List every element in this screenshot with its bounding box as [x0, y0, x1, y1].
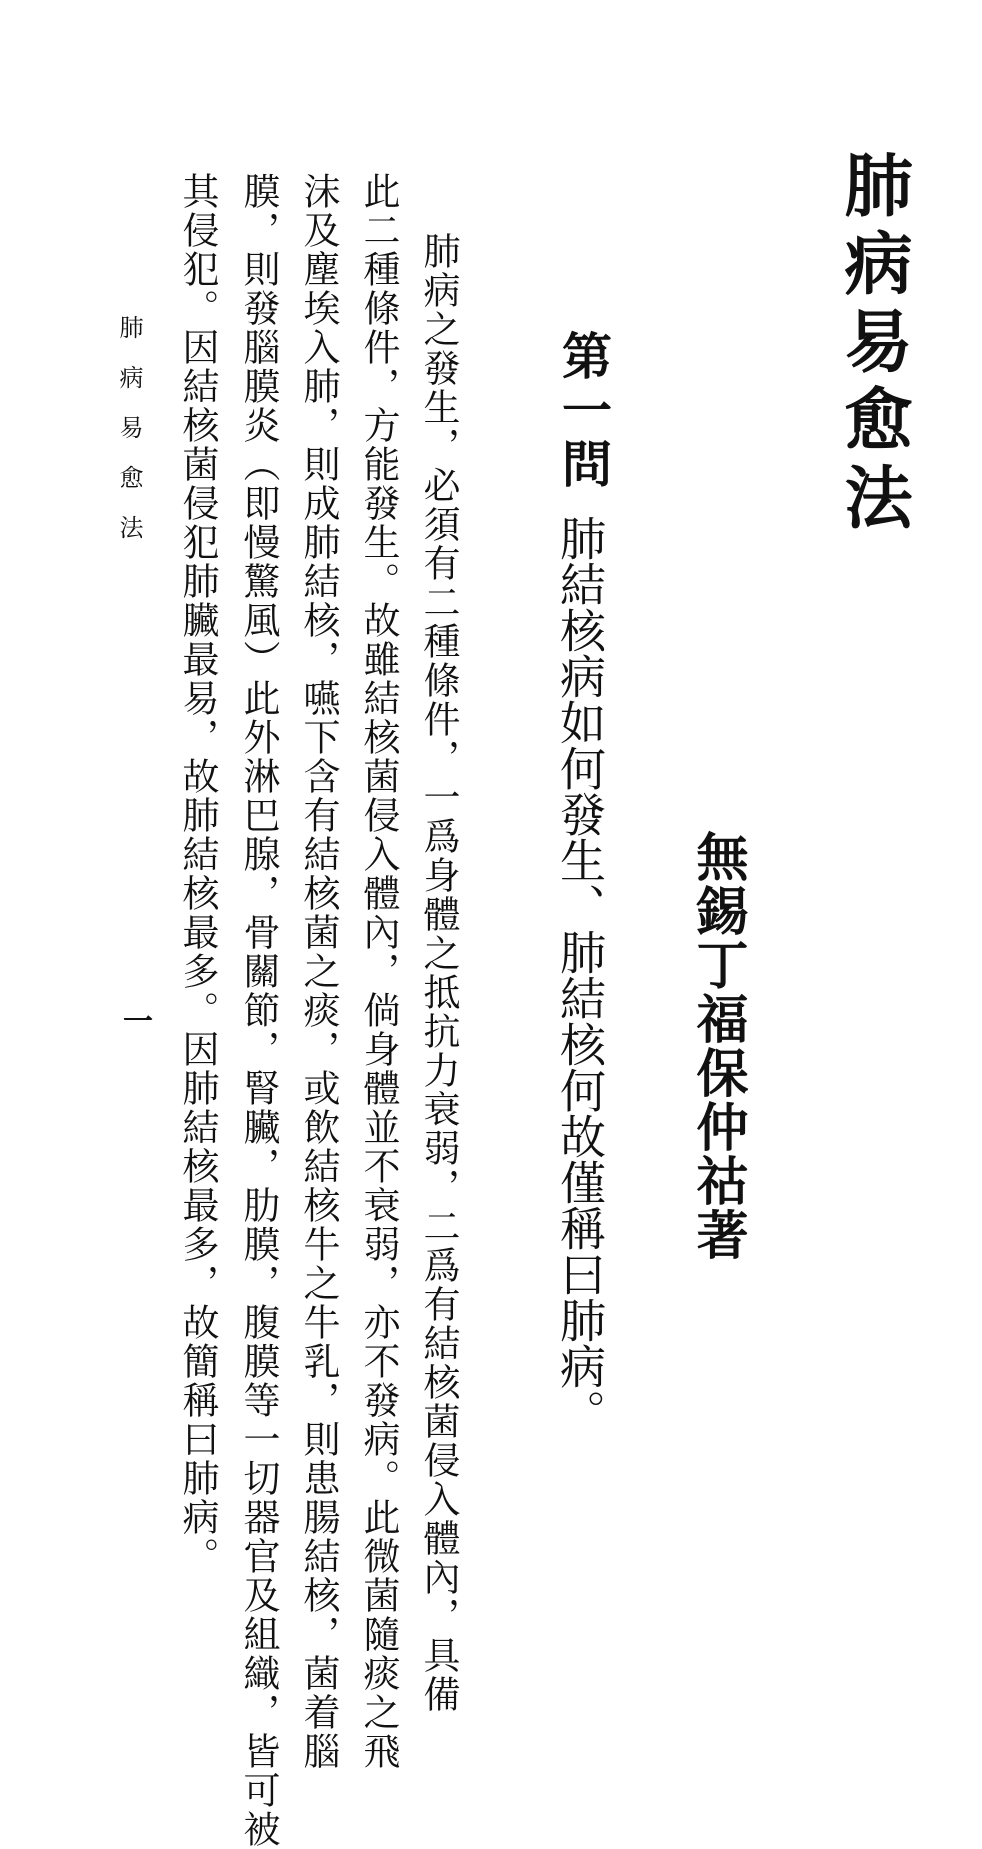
- question-label: 第一問: [554, 330, 613, 492]
- running-head: 肺病易愈法: [115, 315, 143, 565]
- body-line: 沫及塵埃入肺，則成肺結核，嚥下含有結核菌之痰，或飲結核牛之牛乳，則患腸結核，菌着腦: [297, 172, 340, 1771]
- body-line: 此二種條件，方能發生。故雖結核菌侵入體內，倘身體並不衰弱，亦不發病。此微菌隨痰之飛: [357, 172, 400, 1771]
- body-line: 膜，則發腦膜炎（即慢驚風）此外淋巴腺，骨關節，腎臟，肋膜，腹膜等一切器官及組織，皆可被: [237, 172, 280, 1849]
- body-line: 其侵犯。因結核菌侵犯肺臟最易，故肺結核最多。因肺結核最多，故簡稱曰肺病。: [176, 172, 219, 1576]
- question-text: 肺結核病如何發生、肺結核何故僅稱曰肺病。: [553, 515, 607, 1435]
- page-number: 一: [117, 1005, 152, 1035]
- author-line: 無錫丁福保仲祜著: [687, 830, 748, 1262]
- body-line: 肺病之發生，必須有二種條件，一爲身體之抵抗力衰弱，二爲有結核菌侵入體內，具備: [417, 232, 460, 1714]
- book-title: 肺病易愈法: [833, 150, 913, 540]
